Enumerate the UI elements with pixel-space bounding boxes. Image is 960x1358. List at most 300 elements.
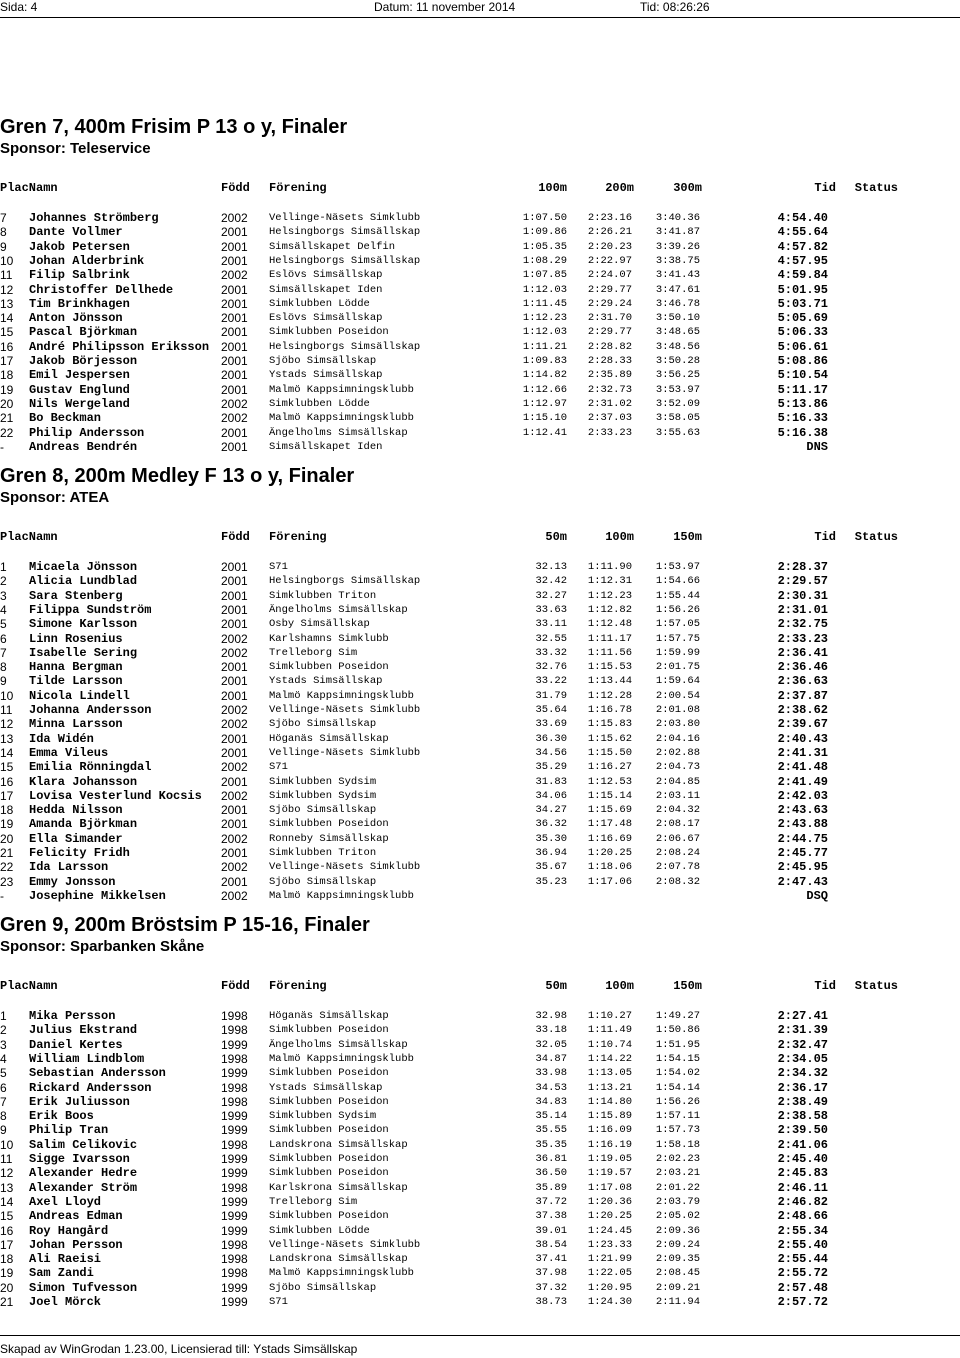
result-split-3: 2:08.32	[655, 875, 700, 888]
result-split-1: 34.06	[535, 789, 567, 802]
result-split-3: 1:59.64	[655, 675, 700, 688]
result-split-1: 1:15.10	[522, 412, 567, 425]
result-name: Tilde Larsson	[29, 674, 123, 689]
result-split-2: 1:13.21	[587, 1081, 632, 1094]
result-split-3: 2:09.35	[655, 1253, 700, 1266]
result-split-3: 1:57.73	[655, 1124, 700, 1137]
result-split-1: 1:12.97	[522, 397, 567, 410]
result-place: 21	[0, 846, 14, 860]
result-place: 20	[0, 1280, 14, 1295]
result-split-3: 3:38.75	[655, 254, 700, 267]
result-split-3: 2:01.22	[655, 1181, 700, 1194]
result-born: 1999	[221, 1223, 248, 1238]
result-name: Micaela Jönsson	[29, 560, 138, 574]
result-split-2: 1:11.49	[587, 1024, 632, 1037]
result-split-3: 1:57.05	[655, 618, 700, 631]
result-split-2: 1:12.82	[587, 603, 632, 616]
result-born: 2001	[221, 846, 248, 860]
result-club: Landskrona Simsällskap	[269, 1138, 408, 1151]
result-place: 13	[0, 1180, 14, 1195]
result-split-2: 1:24.45	[587, 1224, 632, 1237]
result-time: 4:55.64	[777, 225, 828, 240]
result-club: Ronneby Simsällskap	[269, 832, 389, 845]
result-club: Simsällskapet Iden	[269, 440, 383, 453]
result-place: 19	[0, 1266, 14, 1281]
result-club: Simklubben Poseidon	[269, 1024, 389, 1037]
result-split-2: 1:15.50	[587, 746, 632, 759]
result-time: 2:37.87	[777, 688, 828, 703]
result-born: 2002	[221, 411, 248, 426]
result-time: 2:42.03	[777, 788, 828, 803]
result-place: 11	[0, 268, 13, 283]
result-split-2: 1:13.44	[587, 675, 632, 688]
result-club: Simklubben Poseidon	[269, 1210, 389, 1223]
result-name: Bo Beckman	[29, 411, 102, 426]
result-split-2: 2:35.89	[587, 369, 632, 382]
result-split-1: 37.41	[535, 1253, 567, 1266]
result-split-3: 3:53.97	[655, 383, 700, 396]
result-time: 2:57.72	[777, 1295, 828, 1309]
result-row	[0, 354, 960, 368]
result-club: Malmö Kappsimningsklubb	[269, 1052, 414, 1065]
event-title: Gren 8, 200m Medley F 13 o y, Finaler	[0, 465, 355, 487]
result-club: Simklubben Sydsim	[269, 775, 377, 788]
result-name: Lovisa Vesterlund Kocsis	[29, 788, 202, 803]
result-club: Simklubben Sydsim	[269, 789, 377, 802]
result-split-1: 1:05.35	[522, 240, 567, 253]
footer-rule	[0, 1335, 960, 1336]
col-time: Tid	[814, 181, 836, 195]
result-born: 1999	[221, 1109, 248, 1124]
col-split-3: 150m	[673, 979, 702, 993]
result-place: 4	[0, 1051, 7, 1066]
result-time: 5:03.71	[777, 296, 828, 311]
result-name: Johanna Andersson	[29, 703, 152, 717]
result-club: Höganäs Simsällskap	[269, 1010, 389, 1022]
result-club: S71	[269, 761, 288, 774]
result-club: Simklubben Lödde	[269, 397, 370, 410]
result-split-2: 1:19.05	[587, 1153, 632, 1165]
result-split-3: 1:51.95	[655, 1038, 700, 1051]
result-time: 2:33.23	[777, 631, 828, 646]
result-split-1: 35.29	[535, 761, 567, 774]
result-split-2: 2:31.02	[587, 397, 632, 410]
result-split-3: 3:56.25	[655, 369, 700, 382]
result-split-3: 3:40.36	[655, 212, 700, 224]
result-split-2: 1:17.06	[587, 875, 632, 888]
result-split-2: 1:14.22	[587, 1052, 632, 1065]
result-born: 2001	[221, 617, 248, 632]
result-name: Mika Persson	[29, 1009, 116, 1023]
result-row	[0, 689, 960, 703]
result-born: 1999	[221, 1123, 248, 1138]
result-split-2: 1:16.78	[587, 704, 632, 716]
result-split-2: 1:20.25	[587, 847, 632, 859]
result-split-1: 32.55	[535, 632, 567, 645]
result-split-3: 2:09.24	[655, 1238, 700, 1251]
col-split-2: 200m	[605, 181, 634, 195]
result-club: Simsällskapet Delfin	[269, 240, 396, 253]
result-time: 2:55.44	[777, 1252, 828, 1267]
result-time: 2:45.77	[777, 846, 828, 860]
result-club: Simklubben Sydsim	[269, 1110, 377, 1123]
result-name: Ida Widén	[29, 731, 94, 746]
result-time: 2:43.63	[777, 803, 828, 818]
result-time: DNS	[806, 439, 828, 454]
result-split-1: 1:12.66	[522, 383, 567, 396]
result-split-3: 1:56.26	[655, 603, 700, 616]
result-name: Dante Vollmer	[29, 225, 123, 240]
result-place: 16	[0, 774, 14, 789]
result-split-3: 2:03.79	[655, 1195, 700, 1208]
result-split-2: 2:33.23	[587, 426, 632, 439]
result-name: Andreas Bendrén	[29, 439, 138, 454]
result-born: 2001	[221, 239, 248, 254]
result-club: S71	[269, 1296, 288, 1308]
result-split-3: 3:55.63	[655, 426, 700, 439]
result-split-3: 2:06.67	[655, 832, 700, 845]
result-club: S71	[269, 561, 288, 573]
result-born: 1998	[221, 1023, 248, 1038]
result-row	[0, 1181, 960, 1195]
result-name: Axel Lloyd	[29, 1194, 102, 1209]
result-name: Johannes Strömberg	[29, 211, 159, 225]
result-name: Ali Raeisi	[29, 1252, 102, 1267]
result-split-3: 1:49.27	[655, 1010, 700, 1022]
result-born: 1999	[221, 1166, 248, 1181]
col-split-1: 50m	[545, 979, 567, 993]
result-place: 1	[0, 560, 7, 574]
result-row	[0, 560, 960, 574]
result-row	[0, 1266, 960, 1280]
result-split-2: 1:11.56	[587, 646, 632, 659]
col-place-name: PlacNamn	[0, 530, 58, 544]
result-split-3: 1:57.75	[655, 632, 700, 645]
result-row	[0, 254, 960, 268]
result-club: Simklubben Poseidon	[269, 1153, 389, 1165]
result-split-2: 1:12.48	[587, 618, 632, 631]
result-born: 2002	[221, 631, 248, 646]
result-time: 2:45.40	[777, 1152, 828, 1166]
result-time: 2:30.31	[777, 588, 828, 603]
result-split-1: 33.98	[535, 1067, 567, 1080]
result-name: Filippa Sundström	[29, 602, 152, 617]
column-header	[0, 530, 960, 544]
result-time: 2:46.11	[777, 1180, 828, 1195]
result-split-1: 33.63	[535, 603, 567, 616]
result-place: 6	[0, 631, 7, 646]
result-split-1: 33.69	[535, 718, 567, 731]
result-split-2: 2:20.23	[587, 240, 632, 253]
col-born: Född	[221, 530, 250, 544]
result-club: Vellinge-Näsets Simklubb	[269, 212, 421, 224]
result-row	[0, 383, 960, 397]
result-name: Ella Simander	[29, 831, 123, 846]
result-split-3: 2:04.85	[655, 775, 700, 788]
result-split-1: 37.38	[535, 1210, 567, 1223]
result-split-1: 1:12.03	[522, 326, 567, 339]
result-split-1: 39.01	[535, 1224, 567, 1237]
result-row	[0, 1038, 960, 1052]
result-row	[0, 1081, 960, 1095]
result-split-2: 1:20.36	[587, 1195, 632, 1208]
result-split-2: 1:12.31	[587, 575, 632, 588]
result-split-1: 1:12.23	[522, 312, 567, 325]
result-split-1: 35.35	[535, 1138, 567, 1151]
result-name: Alexander Hedre	[29, 1166, 138, 1181]
result-club: Malmö Kappsimningsklubb	[269, 889, 414, 902]
result-name: Ida Larsson	[29, 860, 109, 875]
result-born: 2001	[221, 574, 248, 589]
result-split-3: 2:08.45	[655, 1267, 700, 1280]
result-split-1: 1:12.41	[522, 426, 567, 439]
result-name: Klara Johansson	[29, 774, 138, 789]
result-born: 1999	[221, 1295, 248, 1309]
result-place: 8	[0, 225, 7, 240]
result-club: Helsingborgs Simsällskap	[269, 340, 421, 353]
result-place: -	[0, 439, 4, 454]
result-name: Philip Andersson	[29, 425, 145, 440]
result-split-2: 1:11.90	[587, 561, 632, 573]
result-time: 2:32.75	[777, 617, 828, 632]
result-row	[0, 268, 960, 282]
result-born: 1999	[221, 1066, 248, 1081]
result-split-1: 36.94	[535, 847, 567, 859]
result-split-1: 36.50	[535, 1167, 567, 1180]
result-row	[0, 1052, 960, 1066]
result-born: 2002	[221, 645, 248, 660]
result-place: 19	[0, 382, 14, 397]
result-born: 2001	[221, 339, 248, 354]
col-club: Förening	[269, 979, 327, 993]
result-split-1: 36.32	[535, 818, 567, 831]
result-split-3: 1:54.02	[655, 1067, 700, 1080]
result-time: 5:05.69	[777, 311, 828, 326]
result-time: DSQ	[806, 888, 828, 903]
result-born: 2001	[221, 874, 248, 889]
result-split-2: 1:12.28	[587, 689, 632, 702]
result-split-3: 2:01.75	[655, 661, 700, 674]
result-place: 11	[0, 1152, 13, 1166]
result-row	[0, 717, 960, 731]
result-split-2: 1:22.05	[587, 1267, 632, 1280]
result-split-1: 33.22	[535, 675, 567, 688]
result-split-1: 37.72	[535, 1195, 567, 1208]
result-club: Helsingborgs Simsällskap	[269, 254, 421, 267]
result-place: 9	[0, 239, 7, 254]
result-split-2: 1:16.69	[587, 832, 632, 845]
col-born: Född	[221, 181, 250, 195]
result-row	[0, 1109, 960, 1123]
result-time: 5:16.33	[777, 411, 828, 426]
result-split-3: 2:09.21	[655, 1281, 700, 1294]
result-split-3: 3:47.61	[655, 283, 700, 296]
result-place: 12	[0, 717, 14, 732]
result-split-1: 35.67	[535, 861, 567, 874]
result-time: 2:28.37	[777, 560, 828, 574]
result-name: André Philipsson Eriksson	[29, 339, 210, 354]
result-born: 1999	[221, 1209, 248, 1224]
result-split-1: 35.64	[535, 704, 567, 716]
result-place: 9	[0, 1123, 7, 1138]
result-club: Simklubben Poseidon	[269, 326, 389, 339]
result-split-2: 2:22.97	[587, 254, 632, 267]
result-born: 2001	[221, 660, 248, 675]
result-split-3: 1:55.44	[655, 589, 700, 602]
result-split-3: 2:04.73	[655, 761, 700, 774]
result-name: Daniel Kertes	[29, 1037, 123, 1052]
col-status: Status	[854, 979, 898, 993]
result-split-2: 2:29.77	[587, 326, 632, 339]
result-split-3: 2:02.88	[655, 746, 700, 759]
result-time: 2:36.17	[777, 1080, 828, 1095]
result-club: Ystads Simsällskap	[269, 1081, 383, 1094]
result-club: Osby Simsällskap	[269, 618, 370, 631]
result-time: 2:38.62	[777, 703, 828, 717]
result-born: 2002	[221, 788, 248, 803]
result-row	[0, 283, 960, 297]
result-row	[0, 632, 960, 646]
result-row	[0, 1023, 960, 1037]
result-club: Vellinge-Näsets Simklubb	[269, 1238, 421, 1251]
result-place: 21	[0, 1295, 14, 1309]
result-split-2: 2:29.24	[587, 297, 632, 310]
result-name: William Lindblom	[29, 1051, 145, 1066]
result-born: 2001	[221, 588, 248, 603]
result-row	[0, 411, 960, 425]
result-name: Emil Jespersen	[29, 368, 130, 383]
result-row	[0, 617, 960, 631]
result-split-2: 1:16.09	[587, 1124, 632, 1137]
result-row	[0, 397, 960, 411]
result-row	[0, 817, 960, 831]
result-born: 1998	[221, 1266, 248, 1281]
result-born: 2001	[221, 774, 248, 789]
result-split-2: 1:15.62	[587, 732, 632, 745]
result-split-1: 31.83	[535, 775, 567, 788]
result-born: 1998	[221, 1009, 248, 1023]
result-time: 2:47.43	[777, 874, 828, 889]
result-time: 2:32.47	[777, 1037, 828, 1052]
result-place: 5	[0, 617, 7, 632]
result-time: 4:57.82	[777, 239, 828, 254]
result-club: Helsingborgs Simsällskap	[269, 226, 421, 239]
result-row	[0, 1238, 960, 1252]
result-place: 7	[0, 1094, 7, 1109]
result-split-3: 2:04.16	[655, 732, 700, 745]
result-club: Vellinge-Näsets Simklubb	[269, 704, 421, 716]
result-split-2: 1:12.23	[587, 589, 632, 602]
result-club: Simklubben Poseidon	[269, 661, 389, 674]
result-place: 17	[0, 788, 14, 803]
result-split-2: 1:10.74	[587, 1038, 632, 1051]
result-name: Joel Mörck	[29, 1295, 102, 1309]
result-time: 2:43.88	[777, 817, 828, 832]
result-split-1: 1:09.86	[522, 226, 567, 239]
result-born: 2002	[221, 396, 248, 411]
result-time: 5:11.17	[777, 382, 828, 397]
page-header	[0, 0, 960, 14]
result-time: 2:55.34	[777, 1223, 828, 1238]
result-born: 2001	[221, 439, 248, 454]
result-split-1: 33.18	[535, 1024, 567, 1037]
result-row	[0, 1224, 960, 1238]
result-born: 2001	[221, 817, 248, 832]
result-split-2: 2:23.16	[587, 212, 632, 224]
result-club: Helsingborgs Simsällskap	[269, 575, 421, 588]
result-split-3: 1:54.14	[655, 1081, 700, 1094]
result-split-2: 1:14.80	[587, 1095, 632, 1108]
result-row	[0, 1123, 960, 1137]
result-time: 2:36.63	[777, 674, 828, 689]
result-place: 13	[0, 731, 14, 746]
result-row	[0, 660, 960, 674]
result-born: 2001	[221, 325, 248, 340]
result-split-3: 2:04.32	[655, 804, 700, 817]
result-born: 1998	[221, 1137, 248, 1152]
col-split-3: 150m	[673, 530, 702, 544]
result-split-1: 1:11.21	[522, 340, 567, 353]
result-split-3: 3:41.87	[655, 226, 700, 239]
result-club: Trelleborg Sim	[269, 1195, 358, 1208]
result-time: 2:27.41	[777, 1009, 828, 1023]
result-split-2: 2:31.70	[587, 312, 632, 325]
result-place: 6	[0, 1080, 7, 1095]
result-row	[0, 775, 960, 789]
result-split-1: 1:08.29	[522, 254, 567, 267]
result-time: 2:55.72	[777, 1266, 828, 1281]
result-split-3: 3:41.43	[655, 269, 700, 282]
result-row	[0, 1138, 960, 1152]
result-time: 5:06.61	[777, 339, 828, 354]
result-club: Malmö Kappsimningsklubb	[269, 689, 414, 702]
result-time: 5:10.54	[777, 368, 828, 383]
result-time: 2:41.49	[777, 774, 828, 789]
result-born: 2001	[221, 731, 248, 746]
result-split-1: 1:07.85	[522, 269, 567, 282]
result-place: 21	[0, 411, 14, 426]
result-row	[0, 603, 960, 617]
result-split-3: 1:54.15	[655, 1052, 700, 1065]
result-time: 5:16.38	[777, 425, 828, 440]
result-place: 17	[0, 1237, 14, 1252]
result-name: Simone Karlsson	[29, 617, 138, 632]
result-name: Simon Tufvesson	[29, 1280, 138, 1295]
result-split-2: 2:32.73	[587, 383, 632, 396]
result-name: Anton Jönsson	[29, 311, 123, 326]
result-split-2: 2:37.03	[587, 412, 632, 425]
result-row	[0, 240, 960, 254]
col-born: Född	[221, 979, 250, 993]
result-row	[0, 732, 960, 746]
result-club: Malmö Kappsimningsklubb	[269, 412, 414, 425]
result-place: 10	[0, 688, 14, 703]
result-split-1: 1:12.03	[522, 283, 567, 296]
result-split-1: 32.98	[535, 1010, 567, 1022]
result-club: Simklubben Poseidon	[269, 1095, 389, 1108]
result-club: Simklubben Poseidon	[269, 1167, 389, 1180]
result-row	[0, 426, 960, 440]
result-split-2: 2:24.07	[587, 269, 632, 282]
result-split-3: 1:59.99	[655, 646, 700, 659]
result-name: Jakob Börjesson	[29, 354, 138, 368]
result-place: 15	[0, 325, 14, 340]
result-split-1: 32.13	[535, 561, 567, 573]
result-time: 5:06.33	[777, 325, 828, 340]
result-row	[0, 440, 960, 454]
result-time: 2:41.48	[777, 760, 828, 775]
result-name: Emma Vileus	[29, 745, 109, 760]
